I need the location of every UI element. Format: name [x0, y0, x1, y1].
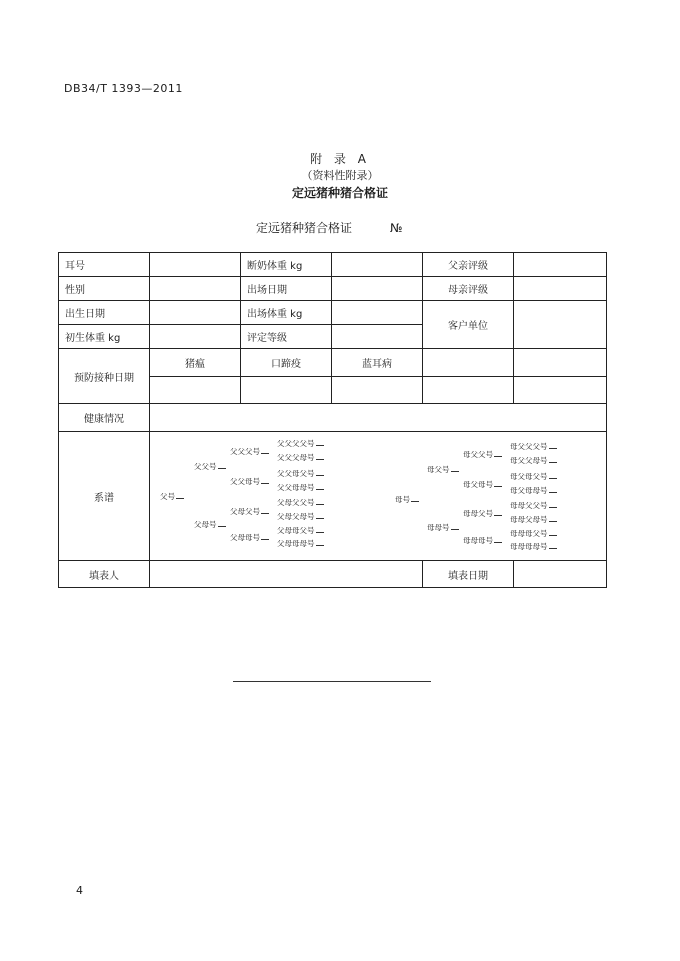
fill-date-value[interactable] — [514, 561, 607, 588]
birth-date-value[interactable] — [150, 301, 241, 325]
vaccination-date-label: 预防接种日期 — [59, 349, 150, 404]
ship-date-value[interactable] — [332, 277, 423, 301]
dam-g3-1: 母父父号 — [463, 451, 502, 459]
sire-g3-3: 父母父号 — [230, 508, 269, 516]
vaccine-extra-2-date[interactable] — [514, 376, 607, 404]
ship-weight-label: 出场体重 kg — [241, 301, 332, 325]
ear-tag-value[interactable] — [150, 253, 241, 277]
vaccine-extra-1[interactable] — [423, 349, 514, 377]
weaning-weight-value[interactable] — [332, 253, 423, 277]
sire-grade-label: 父亲评级 — [423, 253, 514, 277]
certificate-form — [58, 252, 607, 588]
dam-g4-6: 母母父母号 — [510, 516, 557, 524]
dam-grade-value[interactable] — [514, 277, 607, 301]
birth-date-label: 出生日期 — [59, 301, 150, 325]
sire-g4-3: 父父母父号 — [277, 470, 324, 478]
dam-g4-5: 母母父父号 — [510, 502, 557, 510]
vaccine-csf-date[interactable] — [150, 376, 241, 404]
pedigree-chart — [150, 432, 606, 560]
customer-unit-label: 客户单位 — [423, 301, 514, 349]
sire-sire-label: 父父号 — [194, 463, 226, 471]
grade-value[interactable] — [332, 325, 423, 349]
dam-g3-4: 母母母号 — [463, 537, 502, 545]
vaccine-prrs-label: 蓝耳病 — [332, 349, 423, 377]
dam-g4-7: 母母母父号 — [510, 530, 557, 538]
end-rule — [233, 681, 431, 682]
sire-g3-2: 父父母号 — [230, 478, 269, 486]
sex-label: 性别 — [59, 277, 150, 301]
sire-g4-4: 父父母母号 — [277, 484, 324, 492]
ear-tag-label: 耳号 — [59, 253, 150, 277]
sire-g4-7: 父母母父号 — [277, 527, 324, 535]
vaccine-extra-2[interactable] — [514, 349, 607, 377]
certificate-title: 定远猪种猪合格证 — [256, 221, 353, 235]
standard-code: DB34/T 1393—2011 — [64, 82, 183, 95]
dam-g4-8: 母母母母号 — [510, 543, 557, 551]
sire-g3-4: 父母母号 — [230, 534, 269, 542]
filled-by-value[interactable] — [150, 561, 423, 588]
dam-g3-2: 母父母号 — [463, 481, 502, 489]
pedigree-cell — [150, 432, 607, 561]
page-number: 4 — [76, 884, 83, 897]
sire-g3-1: 父父父号 — [230, 448, 269, 456]
sire-g4-8: 父母母母号 — [277, 540, 324, 548]
weaning-weight-label: 断奶体重 kg — [241, 253, 332, 277]
sire-g4-6: 父母父母号 — [277, 513, 324, 521]
ship-date-label: 出场日期 — [241, 277, 332, 301]
grade-label: 评定等级 — [241, 325, 332, 349]
vaccine-fmd-label: 口蹄疫 — [241, 349, 332, 377]
appendix-title: 附 录 A — [310, 152, 370, 166]
dam-g3-3: 母母父号 — [463, 510, 502, 518]
vaccine-extra-1-date[interactable] — [423, 376, 514, 404]
ship-weight-value[interactable] — [332, 301, 423, 325]
certificate-number-label: № — [389, 221, 403, 235]
dam-sire-label: 母父号 — [427, 466, 459, 474]
dam-g4-2: 母父父母号 — [510, 457, 557, 465]
dam-g4-3: 母父母父号 — [510, 473, 557, 481]
dam-dam-label: 母母号 — [427, 524, 459, 532]
vaccine-csf-label: 猪瘟 — [150, 349, 241, 377]
customer-unit-value[interactable] — [514, 301, 607, 349]
appendix-subtitle: （资料性附录） — [301, 169, 379, 182]
dam-g4-4: 母父母母号 — [510, 487, 557, 495]
fill-date-label: 填表日期 — [423, 561, 514, 588]
vaccine-fmd-date[interactable] — [241, 376, 332, 404]
birth-weight-value[interactable] — [150, 325, 241, 349]
sex-value[interactable] — [150, 277, 241, 301]
vaccine-prrs-date[interactable] — [332, 376, 423, 404]
sire-label: 父号 — [160, 493, 184, 501]
health-value[interactable] — [150, 404, 607, 432]
sire-grade-value[interactable] — [514, 253, 607, 277]
dam-grade-label: 母亲评级 — [423, 277, 514, 301]
sire-g4-2: 父父父母号 — [277, 454, 324, 462]
certificate-title-line — [256, 219, 402, 236]
health-label: 健康情况 — [59, 404, 150, 432]
dam-g4-1: 母父父父号 — [510, 443, 557, 451]
sire-g4-5: 父母父父号 — [277, 499, 324, 507]
birth-weight-label: 初生体重 kg — [59, 325, 150, 349]
dam-label: 母号 — [395, 496, 419, 504]
sire-dam-label: 父母号 — [194, 521, 226, 529]
sire-g4-1: 父父父父号 — [277, 440, 324, 448]
pedigree-label: 系谱 — [59, 432, 150, 561]
appendix-heading: 定远猪种猪合格证 — [291, 186, 388, 200]
filled-by-label: 填表人 — [59, 561, 150, 588]
